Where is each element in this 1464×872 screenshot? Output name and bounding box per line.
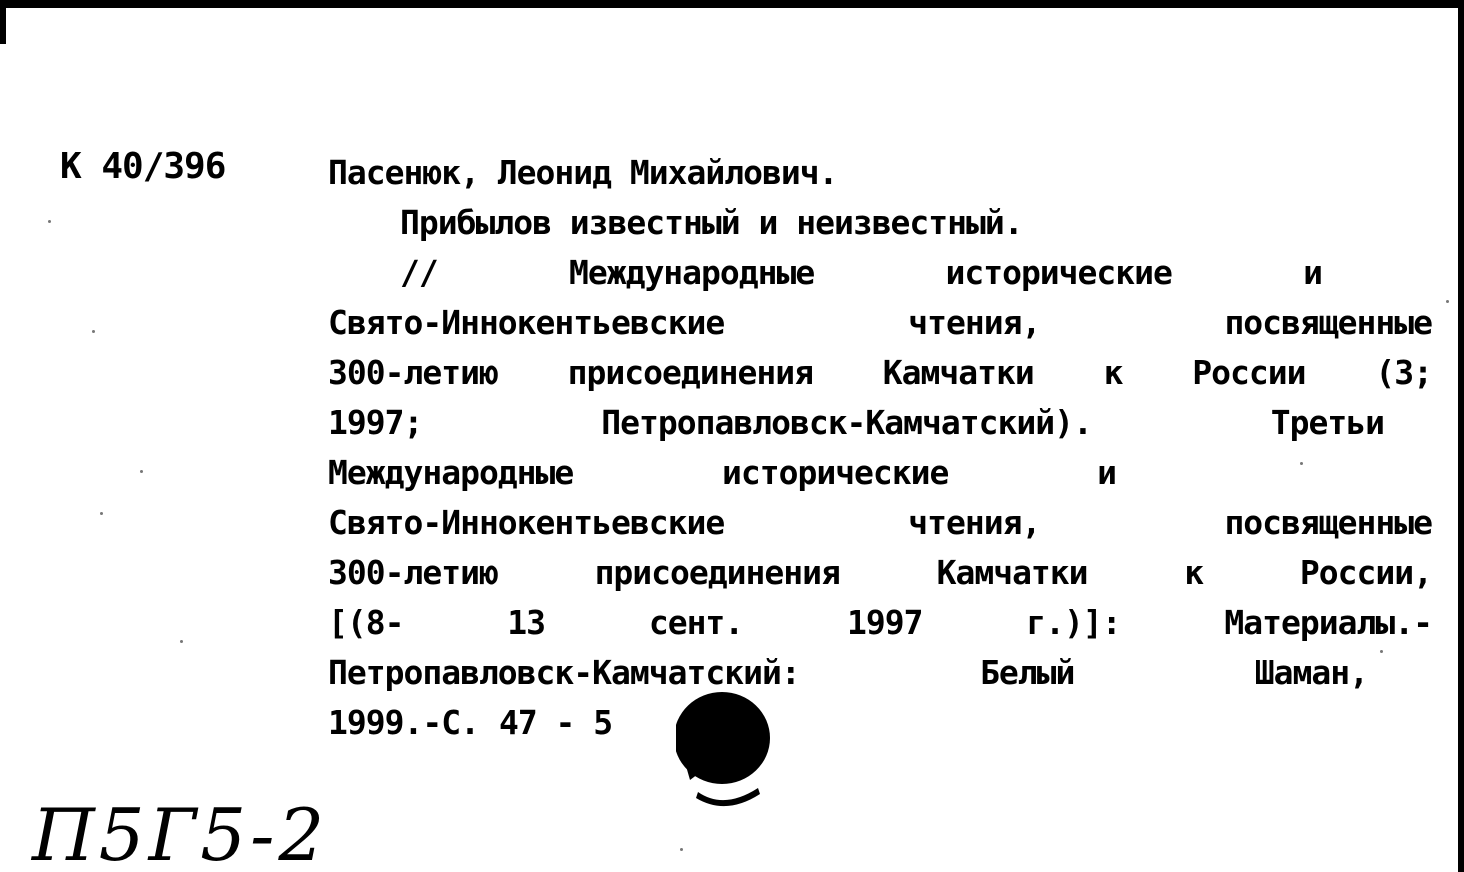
description-line [328, 248, 1432, 298]
bibliographic-description [328, 248, 1432, 748]
description-word: 300-летию [328, 553, 498, 592]
description-word: Международные [328, 453, 574, 492]
paper-speck [140, 470, 143, 473]
paper-speck [180, 640, 183, 643]
author-heading: Пасенюк, Леонид Михайлович. [328, 153, 838, 192]
description-word: к [1103, 353, 1123, 392]
description-line [328, 398, 1432, 448]
description-word: России [1192, 353, 1306, 392]
description-word: Третьи [1270, 403, 1384, 442]
description-word: и [1303, 253, 1322, 292]
description-line [328, 648, 1432, 698]
description-word: Петропавловск-Камчатский). [601, 403, 1092, 442]
description-word: и [1097, 453, 1116, 492]
description-word: чтения, [908, 503, 1041, 542]
work-title: Прибылов известный и неизвестный. [400, 203, 1023, 242]
description-line [328, 448, 1432, 498]
description-word: 1999.-С. [328, 703, 479, 742]
paper-speck [1380, 650, 1383, 653]
description-word: Свято-Иннокентьевские [328, 303, 725, 342]
ink-blot [676, 688, 776, 812]
description-word: Камчатки [936, 553, 1088, 592]
description-word: 47 - 5 [498, 703, 613, 742]
paper-speck [1446, 300, 1449, 303]
handwritten-note [30, 790, 370, 870]
description-word: к [1184, 553, 1204, 592]
description-word: Петропавловск-Камчатский: [328, 653, 800, 692]
paper-speck [680, 848, 683, 851]
description-word: Белый [980, 653, 1075, 692]
description-word: 13 [507, 603, 546, 642]
card-corner-mark [0, 0, 6, 44]
card-top-edge [0, 0, 1464, 8]
description-line [328, 498, 1432, 548]
paper-speck [48, 220, 51, 223]
description-word: посвященные [1224, 503, 1432, 542]
shelf-mark: К 40/396 [60, 146, 226, 187]
paper-speck [92, 330, 95, 333]
paper-speck [100, 512, 103, 515]
description-word: исторические [721, 453, 949, 492]
description-word: г.)]: [1026, 603, 1121, 642]
description-word: России, [1299, 553, 1432, 592]
description-word: Материалы.- [1224, 603, 1432, 642]
description-word: сент. [648, 603, 744, 642]
handwritten-note-text: П5Г5-2 [32, 793, 329, 870]
description-word: // [400, 253, 438, 292]
description-line [328, 298, 1432, 348]
description-line [328, 348, 1432, 398]
description-word: Международные [568, 253, 815, 292]
description-word: посвященные [1224, 303, 1432, 342]
description-word: Шаман, [1254, 653, 1368, 692]
description-word: (3; [1375, 353, 1432, 392]
description-word: исторические [945, 253, 1172, 292]
description-word: 300-летию [328, 353, 498, 392]
description-word: чтения, [908, 303, 1041, 342]
description-word: [(8- [328, 603, 404, 642]
description-line [328, 548, 1432, 598]
description-word: Свято-Иннокентьевские [328, 503, 725, 542]
card-right-edge [1458, 0, 1464, 872]
description-word: 1997 [846, 603, 923, 642]
description-line [328, 598, 1432, 648]
description-word: Камчатки [882, 353, 1034, 392]
paper-speck [1300, 462, 1303, 465]
description-line [328, 698, 1432, 748]
description-word: 1997; [328, 403, 423, 442]
description-word: присоединения [594, 553, 840, 592]
description-word: присоединения [567, 353, 813, 392]
